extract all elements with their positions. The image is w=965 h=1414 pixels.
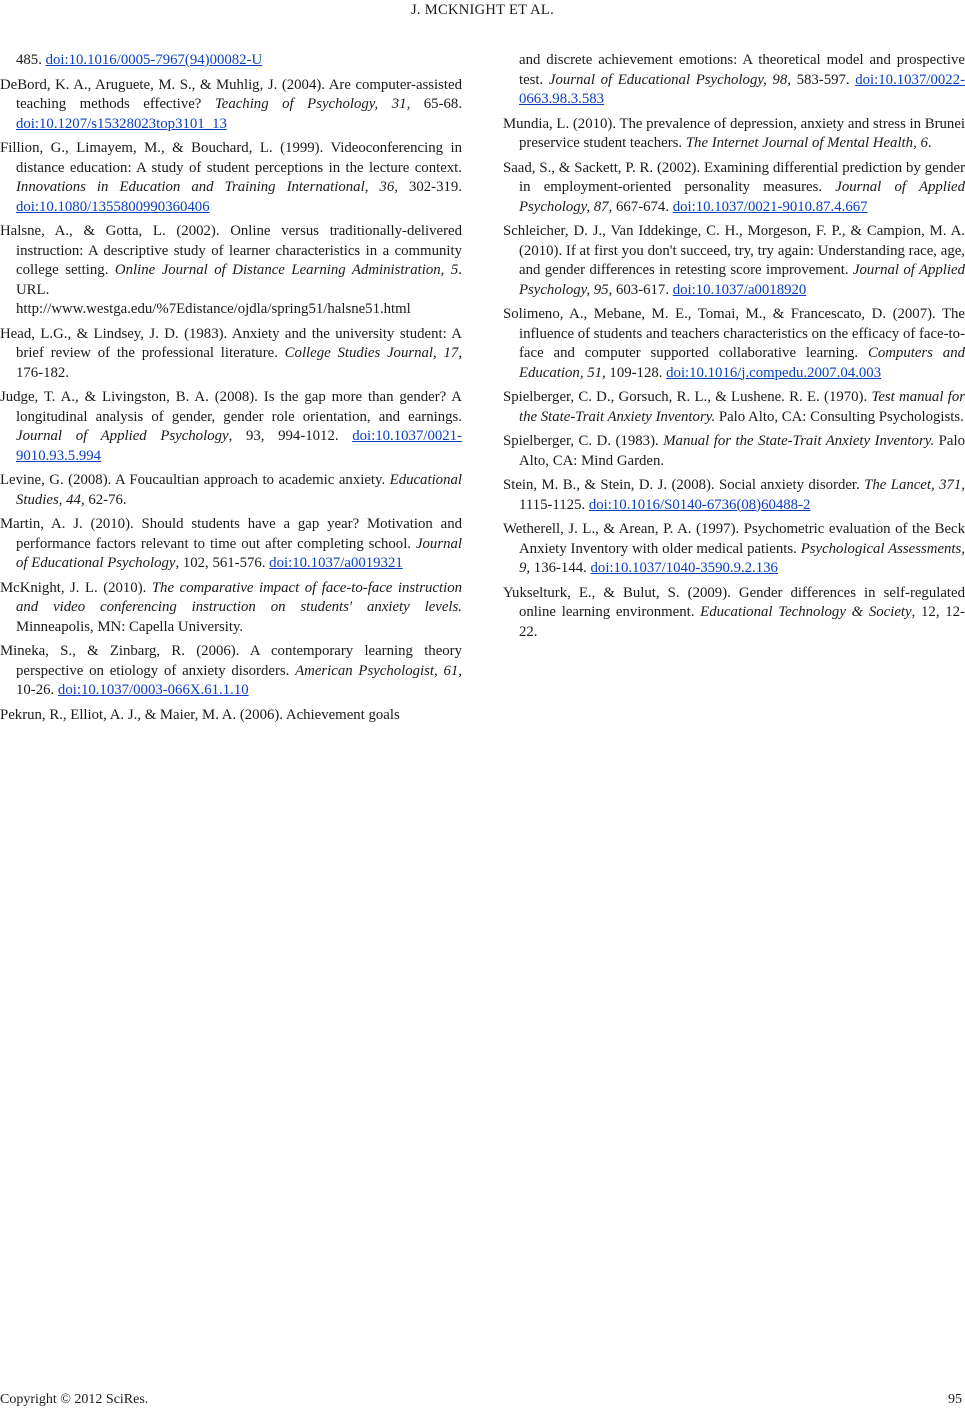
copyright-footer: Copyright © 2012 SciRes.	[0, 1392, 149, 1407]
reference-details: 603-617.	[612, 281, 673, 298]
doi-link[interactable]: doi:10.1016/S0140-6736(08)60488-2	[588, 496, 811, 513]
reference-details: , 102, 561-576.	[175, 555, 270, 571]
reference-entry	[503, 222, 965, 300]
journal-title: Innovations in Education and Training International, 36,	[16, 179, 398, 195]
journal-title: Test manual for the State-Trait Anxiety Inventory.	[519, 389, 965, 425]
page-number: 95	[948, 1392, 962, 1407]
reference-text: and discrete achievement emotions: A theoretical model and prospective test.	[519, 52, 965, 88]
reference-entry	[0, 325, 462, 384]
reference-text: Levine, G. (2008). A Foucaultian approach to academic anxiety.	[0, 472, 390, 488]
doi-link[interactable]: doi:10.1207/s15328023top3101_13	[16, 115, 227, 132]
journal-title: Journal of Applied Psychology, 87,	[519, 179, 965, 215]
reference-details: .	[927, 135, 932, 151]
reference-entry	[503, 584, 965, 643]
reference-text: Judge, T. A., & Livingston, B. A. (2008). Is the gap more than gender? A longitudinal analysis of gender, gender role orientation, and earnings.	[0, 389, 462, 425]
reference-text: 485.	[16, 52, 46, 68]
reference-entry	[503, 159, 965, 218]
doi-link[interactable]: doi:10.1037/0021-9010.87.4.667	[672, 198, 868, 215]
journal-title: Educational Studies, 44,	[16, 472, 462, 508]
reference-details: 65-68.	[410, 96, 463, 112]
reference-text: Head, L.G., & Lindsey, J. D. (1983). Anxiety and the university student: A brief review of the professional literature.	[0, 325, 462, 361]
reference-details: . URL.	[16, 262, 462, 298]
reference-entry	[0, 706, 462, 726]
journal-title: Journal of Educational Psychology, 98,	[548, 71, 791, 88]
journal-title: American Psychologist, 61,	[295, 662, 462, 679]
reference-details: , 12, 12-22.	[519, 604, 965, 640]
reference-details: Palo Alto, CA: Mind Garden.	[519, 433, 965, 469]
reference-entry	[503, 305, 965, 383]
reference-text: Mundia, L. (2010). The prevalence of depression, anxiety and stress in Brunei preservice student teachers.	[503, 115, 965, 151]
reference-text: McKnight, J. L. (2010).	[0, 579, 152, 596]
reference-entry	[0, 515, 462, 574]
journal-title: Computers and Education, 51,	[519, 345, 965, 381]
reference-text: Mineka, S., & Zinbarg, R. (2006). A contemporary learning theory perspective on etiology of anxiety disorders.	[0, 643, 462, 679]
reference-entry	[0, 76, 462, 135]
reference-entry	[0, 51, 462, 71]
doi-link[interactable]: doi:10.1037/1040-3590.9.2.136	[590, 560, 778, 576]
reference-text: Spielberger, C. D., Gorsuch, R. L., & Lushene. R. E. (1970).	[503, 389, 872, 405]
reference-text: Schleicher, D. J., Van Iddekinge, C. H., Morgeson, F. P., & Campion, M. A. (2010). If at first you don't succeed, try, try again: Understanding race, age, and gender differences in retesting score improvement.	[503, 223, 965, 278]
doi-link[interactable]: doi:10.1037/0021-9010.93.5.994	[16, 428, 462, 464]
journal-title: Journal of Applied Psychology	[16, 428, 229, 444]
reference-entry	[503, 388, 965, 427]
reference-entry	[503, 115, 965, 154]
reference-details: 583-597.	[790, 71, 856, 88]
journal-title: Manual for the State-Trait Anxiety Inventory.	[663, 433, 935, 449]
journal-title: The comparative impact of face-to-face instruction and video conferencing instruction on students' anxiety levels.	[16, 579, 462, 615]
reference-text: Fillion, G., Limayem, M., & Bouchard, L. (1999). Videoconferencing in distance education: A study of student perceptions in the lecture context.	[0, 140, 462, 176]
journal-title: Journal of Educational Psychology	[16, 535, 462, 571]
doi-link[interactable]: doi:10.1080/1355800990360406	[16, 198, 210, 215]
reference-details: 62-76.	[84, 491, 127, 508]
references-left-column	[0, 51, 462, 730]
reference-details: 176-182.	[16, 364, 70, 381]
running-header: J. MCKNIGHT ET AL.	[410, 2, 555, 18]
reference-entry	[0, 388, 462, 466]
reference-entry	[503, 476, 965, 515]
reference-details: 667-674.	[612, 198, 673, 215]
journal-title: The Lancet, 371,	[864, 477, 965, 493]
reference-entry	[0, 139, 462, 217]
reference-entry	[503, 51, 965, 110]
reference-text: Stein, M. B., & Stein, D. J. (2008). Social anxiety disorder.	[503, 477, 865, 493]
reference-details: , 93, 994-1012.	[228, 428, 353, 444]
reference-url: http://www.westga.edu/%7Edistance/ojdla/spring51/halsne51.html	[16, 301, 411, 317]
reference-entry	[503, 520, 965, 579]
reference-text: Martin, A. J. (2010). Should students have a gap year? Motivation and performance factors relevant to time out after completing school.	[0, 516, 462, 552]
reference-text: Yukselturk, E., & Bulut, S. (2009). Gender differences in self-regulated online learning environment.	[503, 584, 965, 620]
reference-entry	[503, 432, 965, 471]
doi-link[interactable]: doi:10.1037/a0019321	[269, 555, 403, 571]
journal-title: Journal of Applied Psychology, 95,	[519, 262, 965, 298]
doi-link[interactable]: doi:10.1016/0005-7967(94)00082-U	[45, 52, 263, 68]
doi-link[interactable]: doi:10.1037/0022-0663.98.3.583	[519, 71, 965, 107]
reference-text: Saad, S., & Sackett, P. R. (2002). Examining differential prediction by gender in employment-oriented personality measures.	[503, 159, 965, 195]
reference-text: Halsne, A., & Gotta, L. (2002). Online versus traditionally-delivered instruction: A descriptive study of learner characteristics in a community college setting.	[0, 223, 462, 278]
reference-details: 10-26.	[16, 682, 58, 698]
journal-title: Teaching of Psychology, 31,	[214, 96, 411, 112]
reference-entry	[0, 471, 462, 510]
journal-title: Online Journal of Distance Learning Administration, 5	[114, 262, 459, 278]
references-right-column	[503, 51, 965, 647]
reference-text: DeBord, K. A., Aruguete, M. S., & Muhlig, J. (2004). Are computer-assisted teaching methods effective?	[0, 76, 462, 112]
reference-details: 302-319.	[397, 179, 463, 195]
reference-entry	[0, 222, 462, 320]
reference-text: Pekrun, R., Elliot, A. J., & Maier, M. A. (2006). Achievement goals	[0, 706, 400, 723]
doi-link[interactable]: doi:10.1016/j.compedu.2007.04.003	[666, 364, 882, 381]
journal-title: College Studies Journal, 17,	[284, 345, 462, 361]
reference-text: Wetherell, J. L., & Arean, P. A. (1997). Psychometric evaluation of the Beck Anxiety Inventory with older medical patients.	[503, 521, 965, 557]
reference-entry	[0, 579, 462, 638]
reference-details: Minneapolis, MN: Capella University.	[16, 618, 244, 635]
reference-details: 1115-1125.	[519, 496, 589, 513]
doi-link[interactable]: doi:10.1037/0003-066X.61.1.10	[57, 682, 249, 698]
reference-text: Solimeno, A., Mebane, M. E., Tomai, M., & Francescato, D. (2007). The influence of students and teachers characteristics on the efficacy of face-to-face and computer supported collaborative learning.	[503, 306, 965, 361]
journal-title: The Internet Journal of Mental Health, 6	[685, 135, 928, 151]
reference-text: Spielberger, C. D. (1983).	[503, 433, 664, 449]
journal-title: Psychological Assessments, 9,	[519, 540, 965, 576]
reference-details: 136-144.	[530, 560, 591, 576]
journal-title: Educational Technology & Society	[700, 604, 912, 620]
reference-entry	[0, 642, 462, 701]
doi-link[interactable]: doi:10.1037/a0018920	[672, 281, 807, 298]
reference-details: Palo Alto, CA: Consulting Psychologists.	[715, 408, 964, 425]
reference-details: 109-128.	[605, 364, 667, 381]
